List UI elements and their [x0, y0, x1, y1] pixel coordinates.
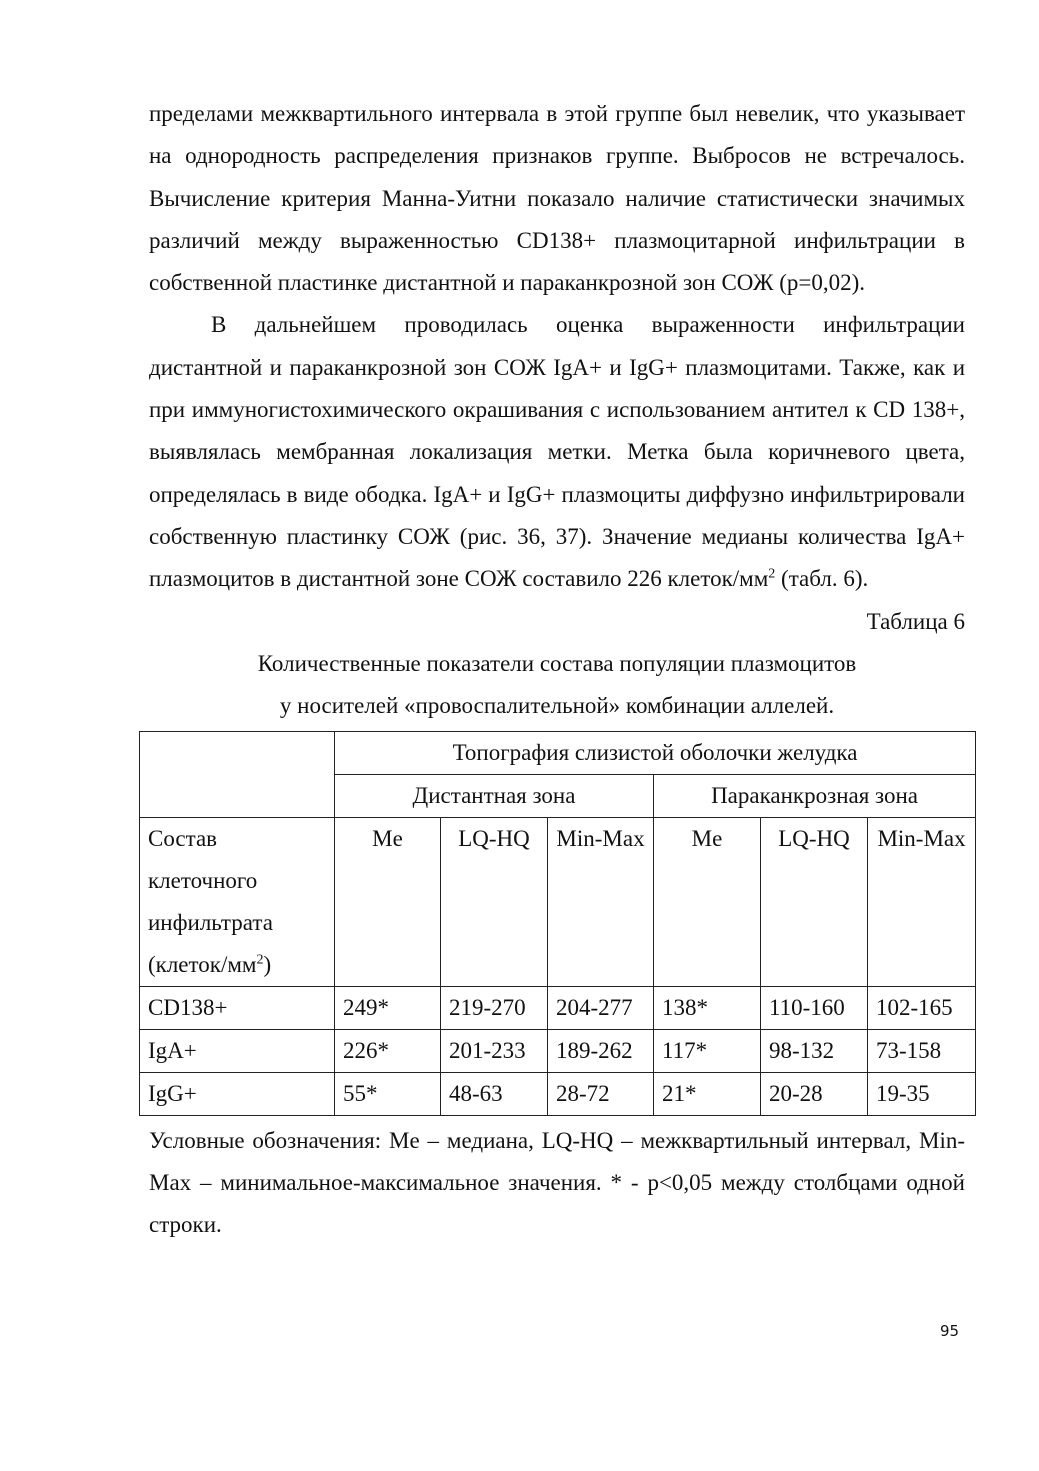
row-name: IgA+ — [140, 1029, 335, 1072]
table-corner-cell — [140, 731, 335, 817]
row-name: CD138+ — [140, 986, 335, 1029]
table-title-line-1: Количественные показатели состава популяции плазмоцитов — [257, 650, 857, 676]
cell-paracancrotic-me: 21* — [654, 1072, 761, 1115]
cell-distant-minmax: 28-72 — [548, 1072, 654, 1115]
col-header-lqhq-paracancrotic: LQ-HQ — [761, 817, 868, 986]
table-header-topography: Топография слизистой оболочки желудка — [335, 731, 976, 774]
data-table — [139, 731, 976, 1116]
cell-paracancrotic-me: 138* — [654, 986, 761, 1029]
page-content — [149, 93, 965, 1246]
table-note: Условные обозначения: Me – медиана, LQ-HQ – межквартильный интервал, Min-Max – минимальное-максимальное значения. * - р<0,05 между столбцами одной строки. — [149, 1127, 965, 1238]
table-label: Таблица 6 — [866, 608, 965, 634]
cell-paracancrotic-minmax: 102-165 — [868, 986, 976, 1029]
cell-distant-minmax: 189-262 — [548, 1029, 654, 1072]
cell-paracancrotic-minmax: 19-35 — [868, 1072, 976, 1115]
cell-paracancrotic-lqhq: 110-160 — [761, 986, 868, 1029]
table-header-paracancrotic-zone: Параканкрозная зона — [654, 774, 976, 817]
col-header-me-distant: Me — [335, 817, 441, 986]
cell-distant-me: 55* — [335, 1072, 441, 1115]
row-header-text: Состав клеточного инфильтрата (клеток/мм — [148, 825, 273, 977]
paragraph-2-end: (табл. 6). — [775, 566, 869, 592]
cell-distant-minmax: 204-277 — [548, 986, 654, 1029]
table-row — [140, 986, 976, 1029]
col-header-minmax-paracancrotic: Min-Max — [868, 817, 976, 986]
cell-paracancrotic-lqhq: 20-28 — [761, 1072, 868, 1115]
cell-distant-lqhq: 201-233 — [441, 1029, 548, 1072]
col-header-minmax-distant: Min-Max — [548, 817, 654, 986]
paragraph-1: пределами межквартильного интервала в этой группе был невелик, что указывает на однородность распределения признаков группе. Выбросов не встречалось. Вычисление критерия Манна-Уитни показало наличие статистически значимых различий между выраженностью CD138+ плазмоцитарной инфильтрации в собственной пластинке дистантной и параканкрозной зон СОЖ (р=0,02). — [149, 101, 965, 296]
row-name: IgG+ — [140, 1072, 335, 1115]
page-number: 95 — [940, 1322, 960, 1340]
cell-paracancrotic-minmax: 73-158 — [868, 1029, 976, 1072]
table-row — [140, 1029, 976, 1072]
col-header-lqhq-distant: LQ-HQ — [441, 817, 548, 986]
table-title-line-2: у носителей «провоспалительной» комбинации аллелей. — [279, 692, 835, 718]
cell-distant-lqhq: 219-270 — [441, 986, 548, 1029]
table-header-distant-zone: Дистантная зона — [335, 774, 654, 817]
table-row — [140, 1072, 976, 1115]
cell-distant-me: 226* — [335, 1029, 441, 1072]
row-header-end: ) — [263, 951, 272, 977]
paragraph-2 — [149, 304, 965, 600]
cell-paracancrotic-lqhq: 98-132 — [761, 1029, 868, 1072]
cell-distant-me: 249* — [335, 986, 441, 1029]
cell-distant-lqhq: 48-63 — [441, 1072, 548, 1115]
cell-paracancrotic-me: 117* — [654, 1029, 761, 1072]
col-header-me-paracancrotic: Me — [654, 817, 761, 986]
table-row-header — [140, 817, 335, 986]
superscript-2: 2 — [768, 566, 776, 582]
table-header-row-3 — [140, 817, 976, 986]
paragraph-2-text: В дальнейшем проводилась оценка выраженности инфильтрации дистантной и параканкрозной зон СОЖ IgA+ и IgG+ плазмоцитами. Также, как и при иммуногистохимического окрашивания с использованием антител к CD 138+, выявлялась мембранная локализация метки. Метка была коричневого цвета, определялась в виде ободка. IgA+ и IgG+ плазмоциты диффузно инфильтрировали собственную пластинку СОЖ (рис. 36, 37). Значение медианы количества IgA+ плазмоцитов в дистантной зоне СОЖ составило 226 клеток/мм — [149, 312, 965, 592]
table-header-row-1 — [140, 731, 976, 774]
row-header-sup: 2 — [256, 951, 264, 967]
